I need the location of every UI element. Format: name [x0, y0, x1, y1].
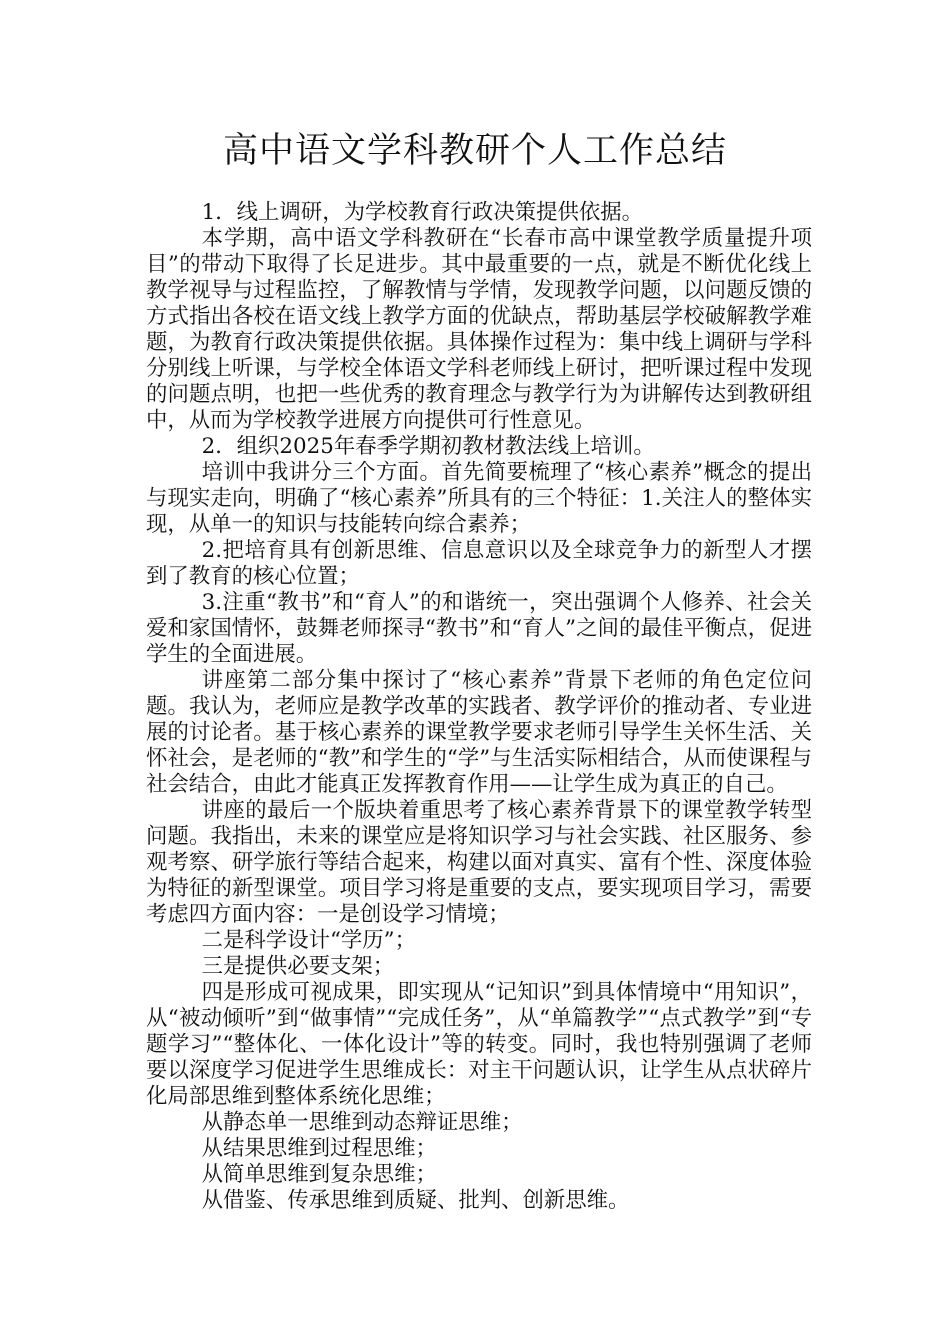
paragraph-9: 二是科学设计“学历”；: [201, 928, 417, 953]
paragraph-10: 三是提供必要支架；: [201, 954, 395, 979]
paragraph-11: 四是形成可视成果，即实现从“记知识”到具体情境中“用知识”，从“被动倾听”到“做事情”“完成任务”，从“单篇教学”“点式教学”到“专题学习”“整体化、一体化设计”等的转变。同时，我也特别强调了老师要以深度学习促进学生思维成长：对主干问题认识，让学生从点状碎片化局部思维到整体系统化思维；: [146, 980, 812, 1109]
paragraph-8: 讲座的最后一个版块着重思考了核心素养背景下的课堂教学转型问题。我指出，未来的课堂应是将知识学习与社会实践、社区服务、参观考察、研学旅行等结合起来，构建以面对真实、富有个性、深度体验为特征的新型课堂。项目学习将是重要的支点，要实现项目学习，需要考虑四方面内容：一是创设学习情境；: [146, 798, 812, 927]
paragraph-1: 1．线上调研，为学校教育行政决策提供依据。: [201, 200, 644, 225]
paragraph-5: 2.把培育具有创新思维、信息意识以及全球竞争力的新型人才摆到了教育的核心位置；: [146, 538, 812, 589]
paragraph-4: 培训中我讲分三个方面。首先简要梳理了“核心素养”概念的提出与现实走向，明确了“核心素养”所具有的三个特征：1.关注人的整体实现，从单一的知识与技能转向综合素养；: [146, 460, 812, 537]
paragraph-2: 本学期，高中语文学科教研在“长春市高中课堂教学质量提升项目”的带动下取得了长足进步。其中最重要的一点，就是不断优化线上教学视导与过程监控，了解教情与学情，发现教学问题，以问题反馈的方式指出各校在语文线上教学方面的优缺点，帮助基层学校破解教学难题，为教育行政决策提供依据。具体操作过程为：集中线上调研与学科分别线上听课，与学校全体语文学科老师线上研讨，把听课过程中发现的问题点明，也把一些优秀的教育理念与教学行为为讲解传达到教研组中，从而为学校教学进展方向提供可行性意见。: [146, 226, 812, 433]
paragraph-12: 从静态单一思维到动态辩证思维；: [201, 1110, 523, 1135]
paragraph-6: 3.注重“教书”和“育人”的和谐统一，突出强调个人修养、社会关爱和家国情怀，鼓舞老师探寻“教书”和“育人”之间的最佳平衡点，促进学生的全面进展。: [146, 590, 812, 667]
paragraph-15: 从借鉴、传承思维到质疑、批判、创新思维。: [201, 1188, 630, 1213]
paragraph-13: 从结果思维到过程思维；: [201, 1136, 437, 1161]
document-title: 高中语文学科教研个人工作总结: [222, 131, 727, 171]
paragraph-7: 讲座第二部分集中探讨了“核心素养”背景下老师的角色定位问题。我认为，老师应是教学改革的实践者、教学评价的推动者、专业进展的讨论者。基于核心素养的课堂教学要求老师引导学生关怀生活、关怀社会，是老师的“教”和学生的“学”与生活实际相结合，从而使课程与社会结合，由此才能真正发挥教育作用——让学生成为真正的自己。: [146, 668, 812, 797]
paragraph-14: 从简单思维到复杂思维；: [201, 1162, 437, 1187]
document-body: [146, 200, 812, 1214]
paragraph-3: 2．组织2025年春季学期初教材教法线上培训。: [201, 434, 655, 459]
